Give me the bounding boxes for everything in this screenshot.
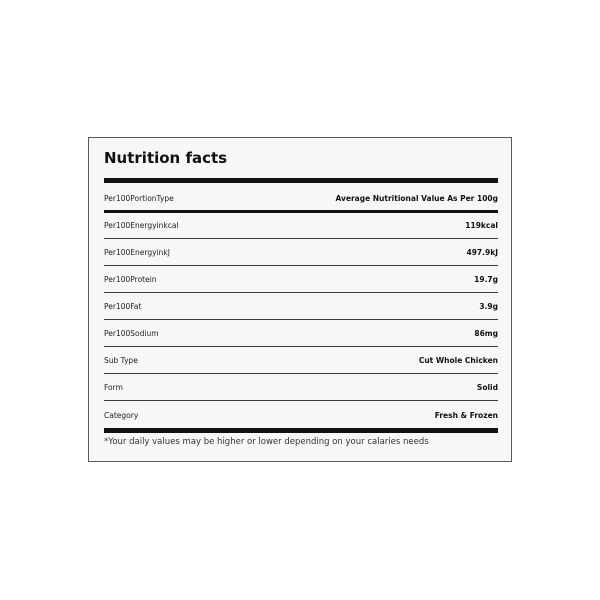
nutrition-facts-title: Nutrition facts: [104, 149, 228, 167]
header-row-value: Average Nutritional Value As Per 100g: [335, 193, 498, 203]
row-label: Per100Protein: [104, 275, 157, 284]
table-row: [104, 267, 498, 293]
table-row: [104, 321, 498, 347]
top-thick-divider: [104, 178, 498, 183]
table-row: [104, 402, 498, 428]
row-value: 119kcal: [465, 221, 498, 230]
row-label: Per100Sodium: [104, 329, 159, 338]
row-label: Sub Type: [104, 356, 138, 365]
daily-values-footnote: *Your daily values may be higher or lower depending on your calaries needs: [104, 437, 429, 447]
row-label: Per100EnergyinkJ: [104, 248, 170, 257]
row-label: Category: [104, 410, 139, 420]
row-value: Solid: [476, 383, 498, 392]
row-value: Cut Whole Chicken: [418, 356, 498, 365]
table-row: [104, 375, 498, 401]
nutrition-facts-panel: [88, 137, 512, 462]
row-label: Per100Energyinkcal: [104, 221, 179, 230]
row-value: 497.9kJ: [466, 248, 498, 257]
row-label: Per100Fat: [104, 302, 142, 311]
bottom-thick-divider: [104, 428, 498, 433]
header-row: [104, 185, 498, 211]
table-row: [104, 213, 498, 239]
row-value: Fresh & Frozen: [434, 410, 498, 420]
row-value: 86mg: [474, 329, 498, 338]
table-row: [104, 294, 498, 320]
header-row-label: Per100PortionType: [104, 193, 174, 203]
row-label: Form: [104, 383, 123, 392]
row-value: 19.7g: [474, 275, 498, 284]
table-row: [104, 240, 498, 266]
row-value: 3.9g: [479, 302, 498, 311]
table-row: [104, 348, 498, 374]
